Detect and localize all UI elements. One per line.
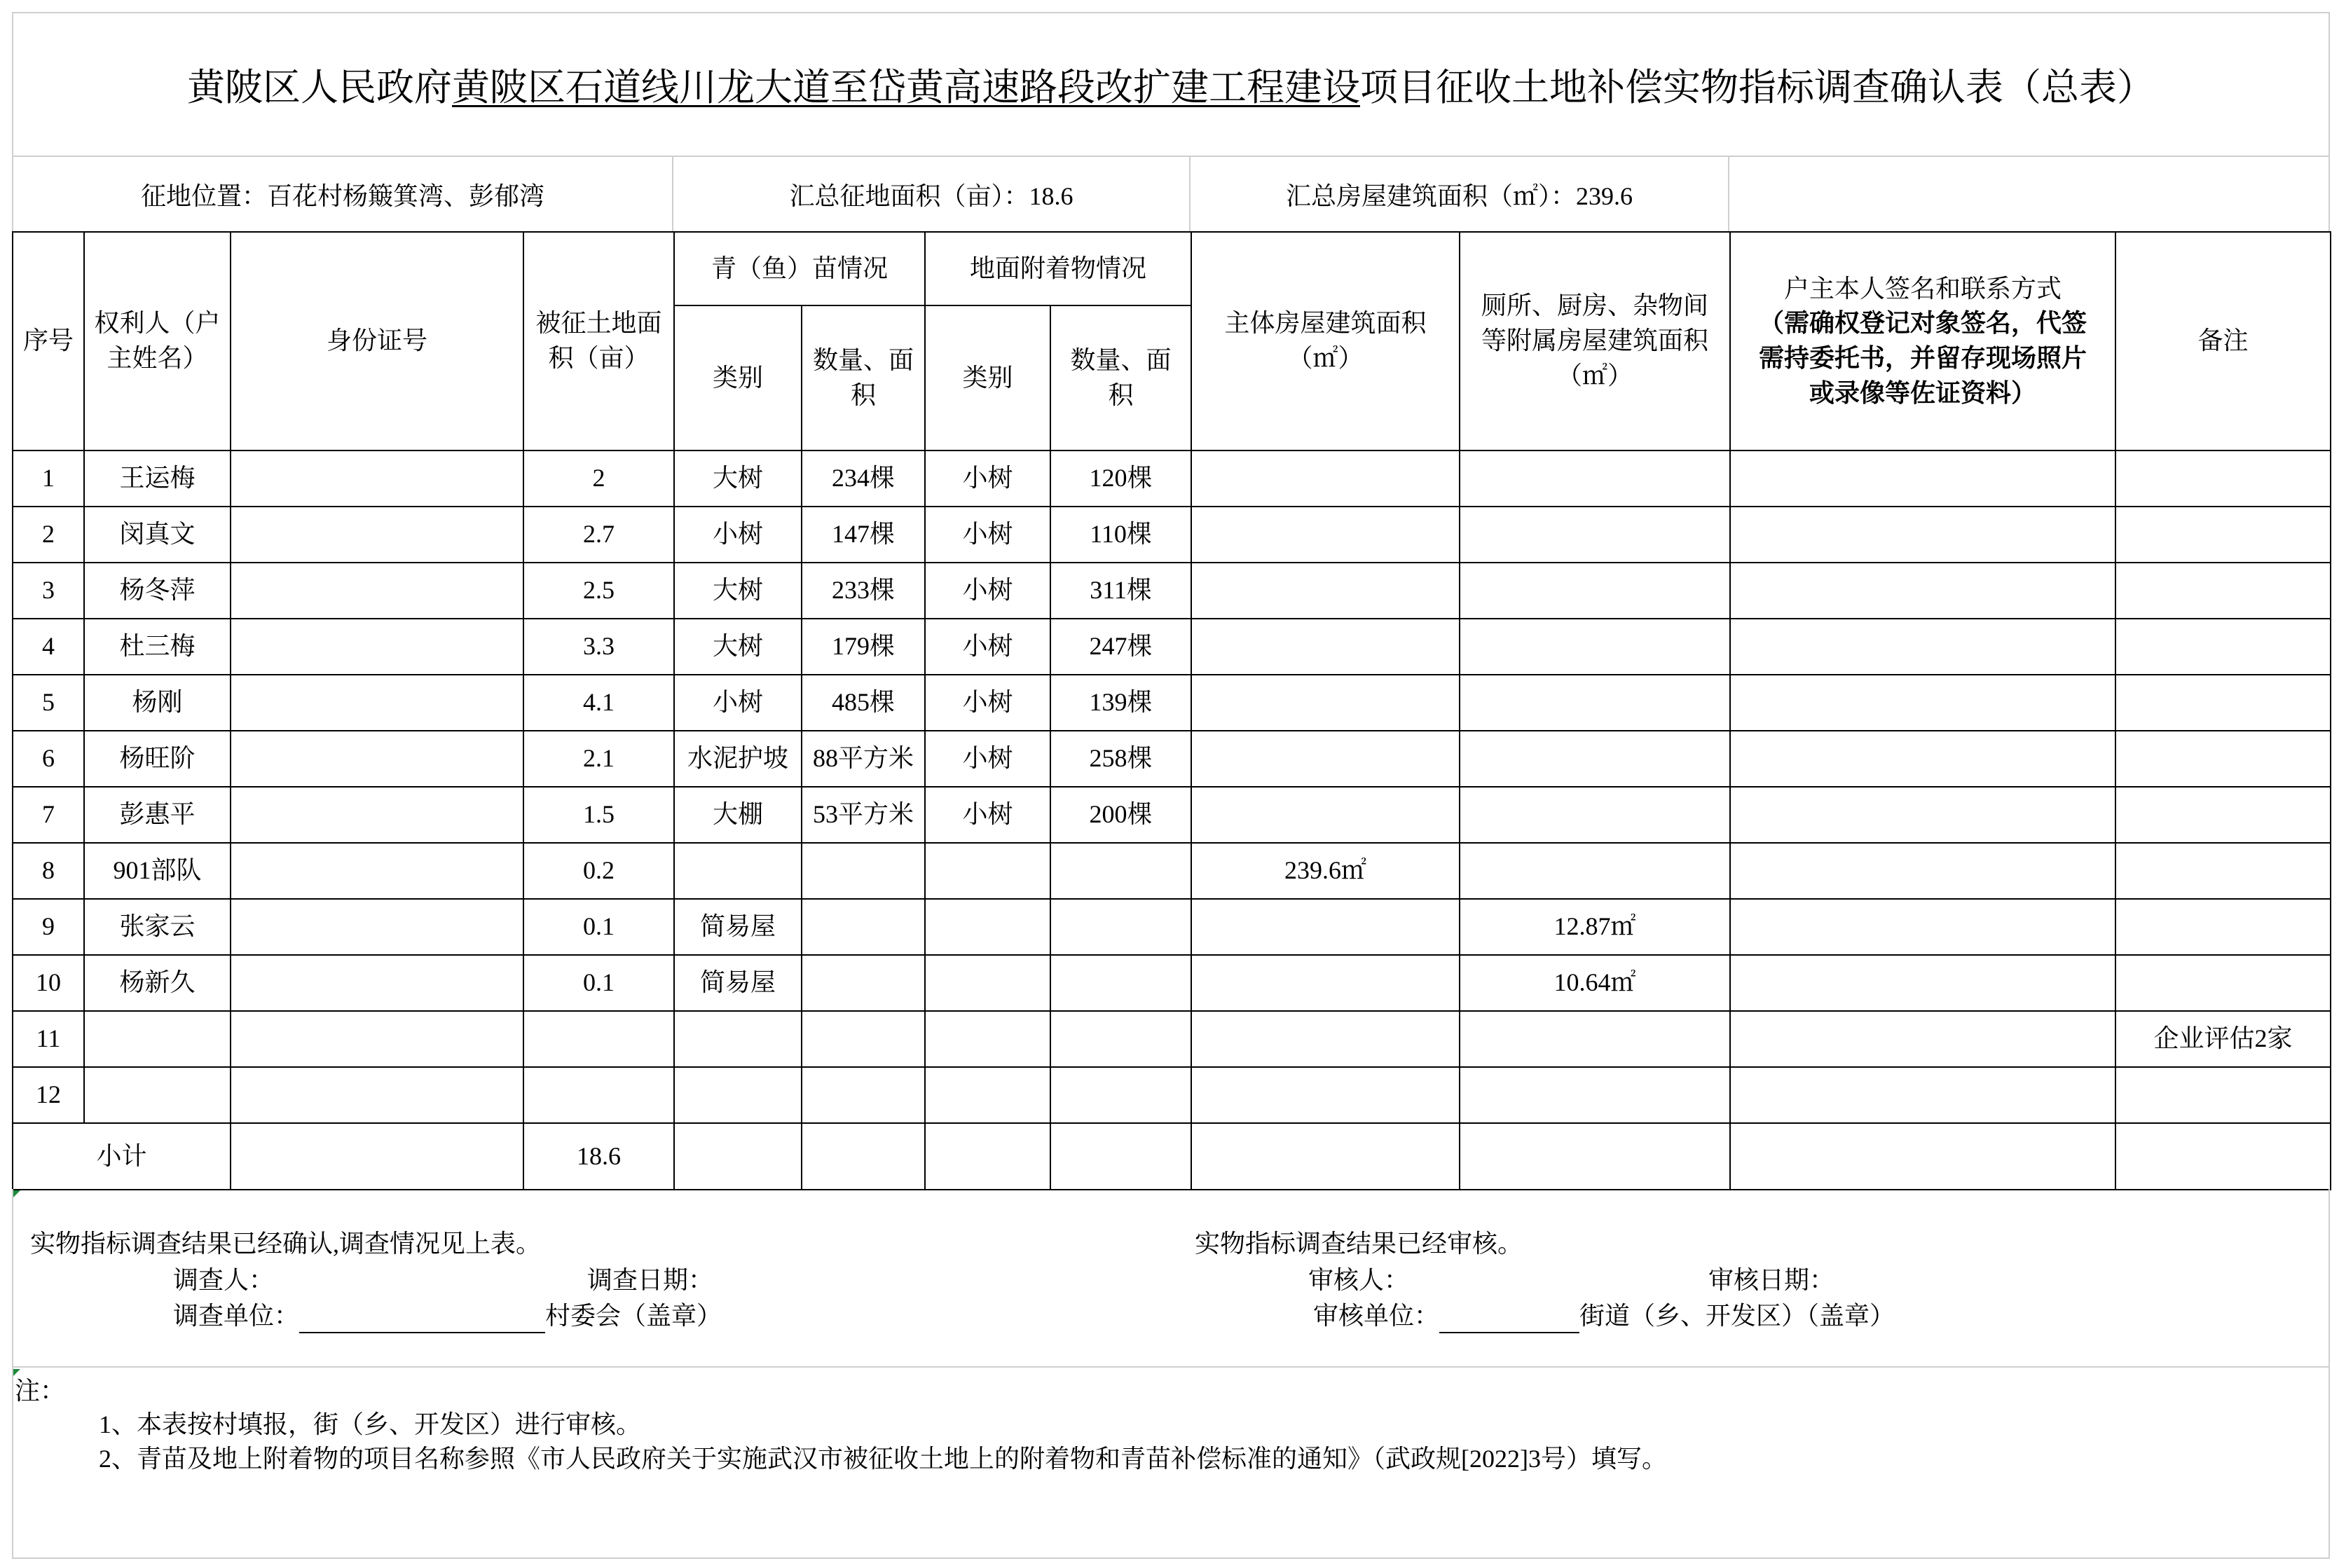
table-row bbox=[13, 451, 2331, 507]
survey-unit-blank bbox=[299, 1304, 545, 1333]
cell-aux-building-area: 12.87㎡ bbox=[1460, 899, 1730, 955]
cell-crop-type: 小树 bbox=[674, 507, 802, 563]
cell-crop-type: 大棚 bbox=[674, 787, 802, 843]
cell-no: 6 bbox=[13, 731, 84, 787]
cell-crop-quantity bbox=[802, 955, 925, 1011]
cell-aux-building-area bbox=[1460, 619, 1730, 675]
cell-crop-quantity: 485棵 bbox=[802, 675, 925, 731]
surveyor-label: 调查人： bbox=[173, 1266, 275, 1294]
cell-main-building-area bbox=[1191, 563, 1460, 619]
reviewer-label: 审核人： bbox=[1308, 1266, 1410, 1294]
cell-remark bbox=[2115, 507, 2331, 563]
cell-id-number bbox=[231, 451, 523, 507]
cell-no: 5 bbox=[13, 675, 84, 731]
header-crop-quantity bbox=[802, 305, 925, 451]
cell-crop-quantity bbox=[802, 899, 925, 955]
land-location: 征地位置：百花村杨簸箕湾、彭郁湾 bbox=[13, 157, 673, 231]
cell-remark bbox=[2115, 843, 2331, 899]
cell-main-building-area bbox=[1191, 899, 1460, 955]
cell-signature bbox=[1730, 1011, 2115, 1067]
cell-crop-quantity: 234棵 bbox=[802, 451, 925, 507]
cell-id-number bbox=[231, 1123, 523, 1190]
cell-id-number bbox=[231, 507, 523, 563]
cell-main-building-area bbox=[1191, 451, 1460, 507]
cell-signature bbox=[1730, 955, 2115, 1011]
cell-no: 9 bbox=[13, 899, 84, 955]
survey-unit-line bbox=[173, 1298, 722, 1333]
cell-land-area: 1.5 bbox=[523, 787, 674, 843]
cell-no: 7 bbox=[13, 787, 84, 843]
cell-attachment-type: 小树 bbox=[925, 731, 1050, 787]
review-unit-label: 审核单位： bbox=[1313, 1302, 1440, 1330]
cell-attachment-quantity: 110棵 bbox=[1050, 507, 1191, 563]
total-land-area: 汇总征地面积（亩）：18.6 bbox=[673, 157, 1191, 231]
table-row bbox=[13, 619, 2331, 675]
cell-no: 1 bbox=[13, 451, 84, 507]
cell-signature bbox=[1730, 619, 2115, 675]
cell-main-building-area bbox=[1191, 1011, 1460, 1067]
subtotal-label: 小计 bbox=[13, 1123, 231, 1190]
cell-crop-quantity bbox=[802, 1067, 925, 1123]
cell-aux-building-area bbox=[1460, 675, 1730, 731]
cell-no: 4 bbox=[13, 619, 84, 675]
header-no: 序号 bbox=[13, 232, 84, 451]
cell-id-number bbox=[231, 1067, 523, 1123]
header-signature bbox=[1730, 232, 2115, 451]
cell-crop-type: 大树 bbox=[674, 619, 802, 675]
header-owner-label: 权利人（户主姓名） bbox=[94, 309, 221, 372]
cell-id-number bbox=[231, 843, 523, 899]
cell-main-building-area bbox=[1191, 619, 1460, 675]
cell-crop-quantity: 179棵 bbox=[802, 619, 925, 675]
cell-attachment-type bbox=[925, 899, 1050, 955]
cell-attachment-quantity bbox=[1050, 843, 1191, 899]
cell-no: 3 bbox=[13, 563, 84, 619]
title-prefix: 黄陂区人民政府 bbox=[187, 67, 452, 109]
cell-main-building-area bbox=[1191, 1067, 1460, 1123]
cell-main-building-area bbox=[1191, 507, 1460, 563]
table-header-row bbox=[13, 232, 2331, 305]
cell-id-number bbox=[231, 731, 523, 787]
cell-main-building-area bbox=[1191, 787, 1460, 843]
header-attachment-quantity-label: 数量、面积 bbox=[1070, 345, 1172, 409]
cell-signature bbox=[1730, 731, 2115, 787]
cell-crop-quantity: 233棵 bbox=[802, 563, 925, 619]
cell-land-area bbox=[523, 1067, 674, 1123]
cell-remark bbox=[2115, 955, 2331, 1011]
cell-main-building-area bbox=[1191, 955, 1460, 1011]
cell-attachment-quantity bbox=[1050, 899, 1191, 955]
info-empty-cell bbox=[1729, 157, 2328, 231]
header-crops: 青（鱼）苗情况 bbox=[674, 232, 925, 305]
cell-crop-quantity bbox=[802, 1011, 925, 1067]
cell-id-number bbox=[231, 619, 523, 675]
cell-land-area: 2.5 bbox=[523, 563, 674, 619]
table-row bbox=[13, 731, 2331, 787]
subtotal-land-area: 18.6 bbox=[523, 1123, 674, 1190]
header-aux-building bbox=[1460, 232, 1730, 451]
cell-crop-type: 小树 bbox=[674, 675, 802, 731]
cell-aux-building-area bbox=[1460, 1011, 1730, 1067]
cell-signature bbox=[1730, 1123, 2115, 1190]
table-row bbox=[13, 955, 2331, 1011]
cell-aux-building-area bbox=[1460, 1067, 1730, 1123]
cell-id-number bbox=[231, 787, 523, 843]
compensation-table bbox=[12, 231, 2331, 1190]
review-date-label: 审核日期： bbox=[1708, 1266, 1835, 1294]
header-main-building-label: 主体房屋建筑面积（㎡） bbox=[1224, 309, 1427, 372]
cell-owner: 闵真文 bbox=[84, 507, 231, 563]
cell-crop-type bbox=[674, 1123, 802, 1190]
cell-id-number bbox=[231, 675, 523, 731]
header-signature-note: （需确权登记对象签名，代签需持委托书，并留存现场照片或录像等佐证资料） bbox=[1759, 309, 2087, 407]
cell-attachment-quantity bbox=[1050, 1067, 1191, 1123]
cell-remark bbox=[2115, 675, 2331, 731]
cell-remark bbox=[2115, 731, 2331, 787]
note-item: 1、本表按村填报，街（乡、开发区）进行审核。 bbox=[99, 1410, 642, 1438]
notes-label: 注： bbox=[15, 1377, 66, 1405]
cell-crop-type bbox=[674, 1011, 802, 1067]
cell-owner: 杜三梅 bbox=[84, 619, 231, 675]
table-row bbox=[13, 1011, 2331, 1067]
title-suffix: 项目征收土地补偿实物指标调查确认表（总表） bbox=[1360, 67, 2155, 109]
cell-crop-quantity: 88平方米 bbox=[802, 731, 925, 787]
confirmation-section bbox=[12, 1189, 2330, 1368]
cell-land-area: 2 bbox=[523, 451, 674, 507]
cell-remark bbox=[2115, 451, 2331, 507]
header-land-area-label: 被征土地面积（亩） bbox=[535, 309, 662, 372]
cell-land-area: 2.7 bbox=[523, 507, 674, 563]
cell-attachment-type bbox=[925, 955, 1050, 1011]
cell-attachment-type: 小树 bbox=[925, 451, 1050, 507]
cell-crop-quantity: 147棵 bbox=[802, 507, 925, 563]
cell-aux-building-area bbox=[1460, 451, 1730, 507]
cell-attachment-type bbox=[925, 843, 1050, 899]
table-row bbox=[13, 563, 2331, 619]
table-row bbox=[13, 507, 2331, 563]
header-attachments: 地面附着物情况 bbox=[925, 232, 1191, 305]
survey-unit-label: 调查单位： bbox=[173, 1302, 300, 1330]
cell-no: 2 bbox=[13, 507, 84, 563]
cell-no: 10 bbox=[13, 955, 84, 1011]
cell-attachment-quantity: 247棵 bbox=[1050, 619, 1191, 675]
cell-crop-type bbox=[674, 1067, 802, 1123]
cell-owner bbox=[84, 1011, 231, 1067]
cell-land-area: 0.2 bbox=[523, 843, 674, 899]
cell-crop-type: 简易屋 bbox=[674, 955, 802, 1011]
cell-signature bbox=[1730, 563, 2115, 619]
cell-no: 12 bbox=[13, 1067, 84, 1123]
cell-no: 11 bbox=[13, 1011, 84, 1067]
cell-main-building-area bbox=[1191, 731, 1460, 787]
cell-crop-type bbox=[674, 843, 802, 899]
cell-owner: 杨旺阶 bbox=[84, 731, 231, 787]
header-attachment-quantity bbox=[1050, 305, 1191, 451]
cell-attachment-quantity bbox=[1050, 1011, 1191, 1067]
cell-crop-type: 水泥护坡 bbox=[674, 731, 802, 787]
cell-main-building-area: 239.6㎡ bbox=[1191, 843, 1460, 899]
cell-aux-building-area bbox=[1460, 507, 1730, 563]
cell-remark bbox=[2115, 899, 2331, 955]
header-aux-building-label: 厕所、厨房、杂物间等附属房屋建筑面积（㎡） bbox=[1481, 291, 1709, 390]
total-building-area: 汇总房屋建筑面积（㎡）：239.6 bbox=[1191, 157, 1729, 231]
cell-crop-type: 大树 bbox=[674, 451, 802, 507]
cell-id-number bbox=[231, 899, 523, 955]
table-row bbox=[13, 843, 2331, 899]
cell-owner: 彭惠平 bbox=[84, 787, 231, 843]
table-row bbox=[13, 899, 2331, 955]
cell-id-number bbox=[231, 563, 523, 619]
cell-id-number bbox=[231, 955, 523, 1011]
cell-attachment-quantity: 258棵 bbox=[1050, 731, 1191, 787]
review-text: 实物指标调查结果已经审核。 bbox=[1195, 1230, 1523, 1258]
cell-remark: 企业评估2家 bbox=[2115, 1011, 2331, 1067]
cell-owner: 王运梅 bbox=[84, 451, 231, 507]
cell-signature bbox=[1730, 843, 2115, 899]
cell-remark bbox=[2115, 1067, 2331, 1123]
cell-main-building-area bbox=[1191, 675, 1460, 731]
header-remarks: 备注 bbox=[2115, 232, 2331, 451]
cell-owner: 901部队 bbox=[84, 843, 231, 899]
cell-attachment-quantity bbox=[1050, 955, 1191, 1011]
survey-unit-suffix: 村委会（盖章） bbox=[545, 1302, 722, 1330]
table-row bbox=[13, 675, 2331, 731]
cell-signature bbox=[1730, 675, 2115, 731]
cell-aux-building-area bbox=[1460, 1123, 1730, 1190]
cell-land-area: 4.1 bbox=[523, 675, 674, 731]
cell-aux-building-area bbox=[1460, 563, 1730, 619]
header-id-number: 身份证号 bbox=[231, 232, 523, 451]
cell-signature bbox=[1730, 787, 2115, 843]
note-item: 2、青苗及地上附着物的项目名称参照《市人民政府关于实施武汉市被征收土地上的附着物和青苗补偿标准的通知》（武政规[2022]3号）填写。 bbox=[99, 1445, 1667, 1473]
cell-aux-building-area bbox=[1460, 731, 1730, 787]
header-owner bbox=[84, 232, 231, 451]
cell-marker-icon bbox=[13, 1190, 20, 1197]
cell-attachment-quantity bbox=[1050, 1123, 1191, 1190]
table-row bbox=[13, 787, 2331, 843]
cell-aux-building-area bbox=[1460, 843, 1730, 899]
form-title bbox=[12, 12, 2330, 156]
cell-land-area: 0.1 bbox=[523, 955, 674, 1011]
cell-land-area: 2.1 bbox=[523, 731, 674, 787]
confirmation-text: 实物指标调查结果已经确认,调查情况见上表。 bbox=[30, 1230, 542, 1258]
cell-attachment-type: 小树 bbox=[925, 619, 1050, 675]
title-project-name: 黄陂区石道线川龙大道至岱黄高速路段改扩建工程建设 bbox=[452, 67, 1360, 109]
cell-attachment-type bbox=[925, 1067, 1050, 1123]
review-unit-blank bbox=[1439, 1304, 1579, 1333]
cell-signature bbox=[1730, 1067, 2115, 1123]
cell-crop-type: 大树 bbox=[674, 563, 802, 619]
cell-remark bbox=[2115, 1123, 2331, 1190]
cell-signature bbox=[1730, 451, 2115, 507]
subtotal-row bbox=[13, 1123, 2331, 1190]
cell-land-area bbox=[523, 1011, 674, 1067]
cell-remark bbox=[2115, 787, 2331, 843]
cell-remark bbox=[2115, 563, 2331, 619]
review-unit-line bbox=[1313, 1298, 1895, 1333]
header-crop-quantity-label: 数量、面积 bbox=[812, 345, 914, 409]
cell-attachment-type: 小树 bbox=[925, 507, 1050, 563]
cell-attachment-quantity: 120棵 bbox=[1050, 451, 1191, 507]
header-main-building bbox=[1191, 232, 1460, 451]
cell-owner: 杨冬萍 bbox=[84, 563, 231, 619]
cell-crop-quantity bbox=[802, 843, 925, 899]
header-land-area bbox=[523, 232, 674, 451]
cell-aux-building-area: 10.64㎡ bbox=[1460, 955, 1730, 1011]
cell-attachment-type: 小树 bbox=[925, 675, 1050, 731]
cell-crop-quantity bbox=[802, 1123, 925, 1190]
cell-no: 8 bbox=[13, 843, 84, 899]
cell-owner: 杨刚 bbox=[84, 675, 231, 731]
cell-signature bbox=[1730, 899, 2115, 955]
cell-id-number bbox=[231, 1011, 523, 1067]
cell-attachment-quantity: 200棵 bbox=[1050, 787, 1191, 843]
cell-attachment-type bbox=[925, 1011, 1050, 1067]
cell-land-area: 0.1 bbox=[523, 899, 674, 955]
cell-attachment-type: 小树 bbox=[925, 787, 1050, 843]
cell-attachment-type: 小树 bbox=[925, 563, 1050, 619]
cell-attachment-quantity: 139棵 bbox=[1050, 675, 1191, 731]
cell-aux-building-area bbox=[1460, 787, 1730, 843]
cell-owner: 杨新久 bbox=[84, 955, 231, 1011]
cell-main-building-area bbox=[1191, 1123, 1460, 1190]
header-signature-label: 户主本人签名和联系方式 bbox=[1784, 274, 2062, 303]
cell-remark bbox=[2115, 619, 2331, 675]
header-attachment-type: 类别 bbox=[925, 305, 1050, 451]
table-row bbox=[13, 1067, 2331, 1123]
cell-land-area: 3.3 bbox=[523, 619, 674, 675]
cell-attachment-type bbox=[925, 1123, 1050, 1190]
survey-date-label: 调查日期： bbox=[587, 1266, 714, 1294]
summary-info-row bbox=[12, 156, 2330, 231]
review-unit-suffix: 街道（乡、开发区）（盖章） bbox=[1579, 1302, 1895, 1330]
header-crop-type: 类别 bbox=[674, 305, 802, 451]
cell-attachment-quantity: 311棵 bbox=[1050, 563, 1191, 619]
cell-crop-quantity: 53平方米 bbox=[802, 787, 925, 843]
cell-crop-type: 简易屋 bbox=[674, 899, 802, 955]
cell-owner: 张家云 bbox=[84, 899, 231, 955]
cell-owner bbox=[84, 1067, 231, 1123]
cell-signature bbox=[1730, 507, 2115, 563]
